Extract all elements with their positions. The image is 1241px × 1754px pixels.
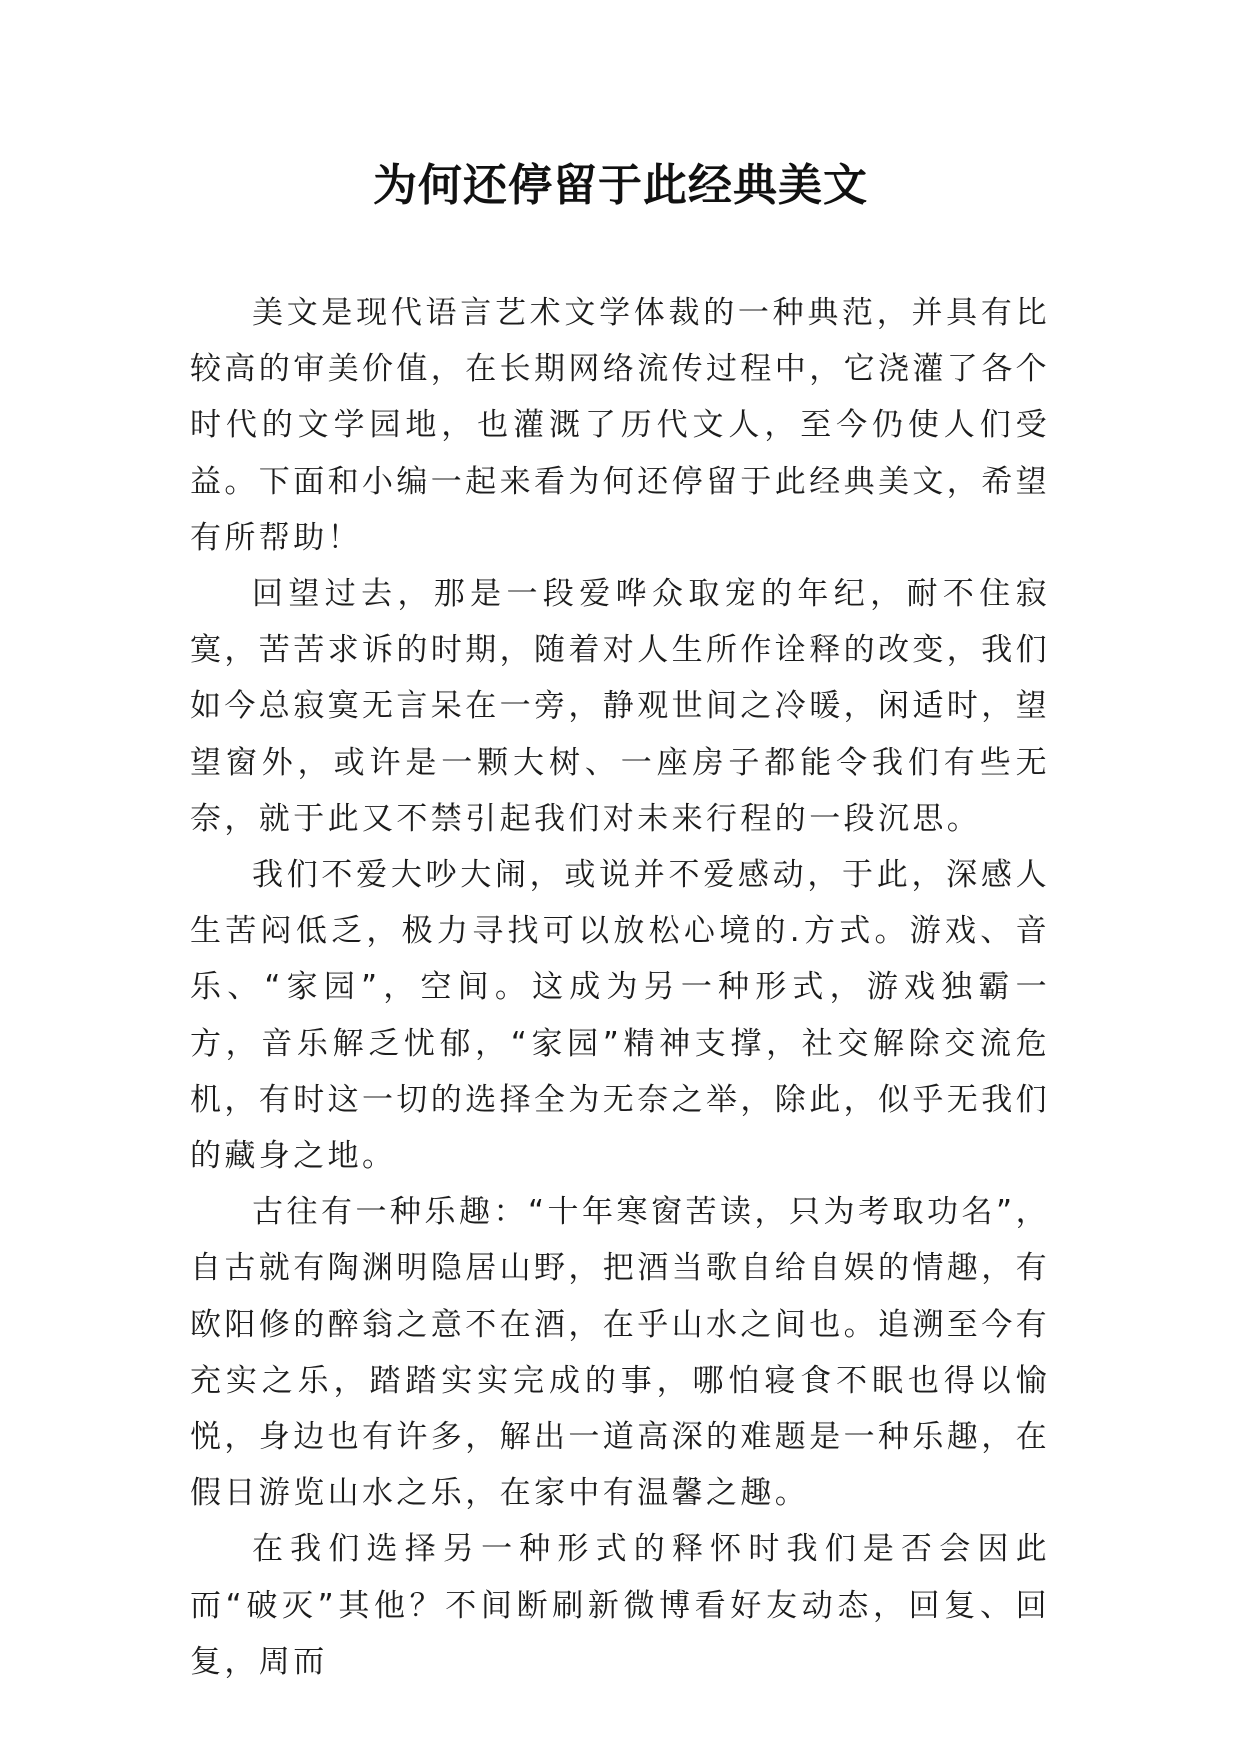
paragraph: 美文是现代语言艺术文学体裁的一种典范，并具有比较高的审美价值，在长期网络流传过程中，它浇灌了各个时代的文学园地，也灌溉了历代文人，至今仍使人们受益。下面和小编一起来看为何还停留于此经典美文，希望有所帮助！ [190, 295, 1050, 556]
paragraph: 回望过去，那是一段爱哗众取宠的年纪，耐不住寂寞，苦苦求诉的时期，随着对人生所作诠释的改变，我们如今总寂寞无言呆在一旁，静观世间之冷暖，闲适时，望望窗外，或许是一颗大树、一座房子都能令我们有些无奈，就于此又不禁引起我们对未来行程的一段沉思。 [190, 576, 1050, 837]
document-title: 为何还停留于此经典美文 [373, 160, 868, 211]
paragraph: 在我们选择另一种形式的释怀时我们是否会因此而“破灭”其他？不间断刷新微博看好友动态，回复、回复，周而 [190, 1531, 1050, 1680]
paragraph: 古往有一种乐趣：“十年寒窗苦读，只为考取功名”，自古就有陶渊明隐居山野，把酒当歌自给自娱的情趣，有欧阳修的醉翁之意不在酒，在乎山水之间也。追溯至今有充实之乐，踏踏实实完成的事，哪怕寝食不眠也得以愉悦，身边也有许多，解出一道高深的难题是一种乐趣，在假日游览山水之乐，在家中有温馨之趣。 [190, 1194, 1050, 1512]
document-body [190, 285, 1050, 1690]
paragraph: 我们不爱大吵大闹，或说并不爱感动，于此，深感人生苦闷低乏，极力寻找可以放松心境的.方式。游戏、音乐、“家园”，空间。这成为另一种形式，游戏独霸一方，音乐解乏忧郁，“家园”精神支撑，社交解除交流危机，有时这一切的选择全为无奈之举，除此，似乎无我们的藏身之地。 [190, 857, 1050, 1175]
